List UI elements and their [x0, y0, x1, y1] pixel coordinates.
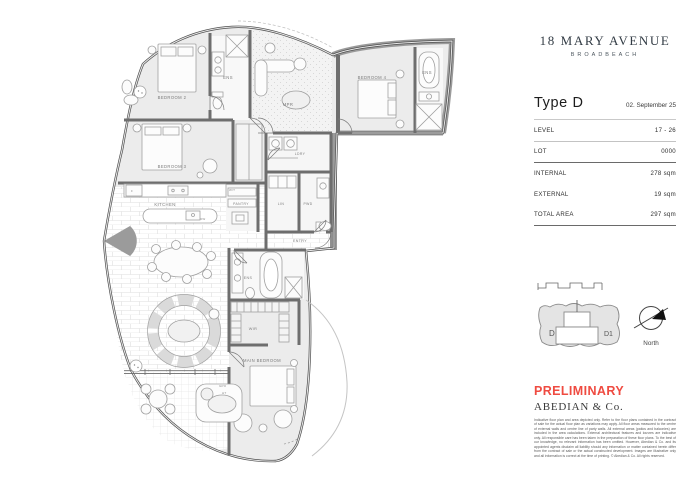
row-label: LOT: [534, 148, 547, 156]
brand-header: [532, 33, 678, 58]
room-label-main-bedroom: MAIN BEDROOM: [242, 358, 282, 363]
row-value: 19 sqm: [654, 190, 676, 198]
table-row: [534, 120, 676, 142]
info-panel: [532, 0, 678, 479]
unit-info-table: [534, 95, 676, 226]
unit-type: Type D: [534, 95, 584, 111]
preliminary-badge: PRELIMINARY: [534, 384, 625, 398]
row-label: LEVEL: [534, 126, 555, 134]
table-row: [534, 142, 676, 164]
disclaimer-text: Indicative floor plan and area depicted only. Refer to the floor plans contained in the contract of sale for the actual floor plan as variations may apply. All floor areas measured to the centre of external walls and centre line of party walls. All external areas (patios and balconies) are included in the area calculations. External architectural features and louvres are indicative only. All responsible care has been taken in the preparation of these floor plans. To the best of our knowledge, no relevant information has been omitted. However, Abedian & Co. and its appointed agents disclaim all liability should any information or matter contained herein differ from the contract of sale or the actual constructed development. Images are illustrative only and all information is correct at the time of printing. © Abedian & Co. All rights reserved.: [534, 418, 676, 458]
fixture-label-dishwasher: DW: [200, 217, 206, 221]
key-plan: [534, 276, 678, 368]
fixture-label-wt: W/T: [229, 188, 236, 192]
table-row: [534, 204, 676, 226]
north-label: North: [643, 340, 659, 347]
fixture-label-gpo: GPO: [219, 384, 227, 388]
type-row: [534, 95, 676, 120]
room-label-bedroom-3: BEDROOM 3: [157, 164, 187, 169]
room-label-ens-2: ENS: [223, 75, 233, 80]
key-plan-unit-d-label: D: [549, 329, 555, 338]
scale-bar-icon: [537, 278, 607, 292]
room-label-mpr: MPR: [282, 102, 294, 107]
row-label: INTERNAL: [534, 169, 567, 177]
row-value: 297 sqm: [650, 211, 676, 219]
room-label-lin: LIN: [277, 202, 285, 206]
room-label-main-ens: ENS: [243, 276, 253, 280]
fixture-label-fridge: F: [131, 189, 134, 193]
project-subtitle: BROADBEACH: [570, 52, 640, 58]
north-arrow-icon: [631, 300, 671, 334]
developer-logo: ABEDIAN & Co.: [534, 401, 624, 413]
table-row: [534, 163, 676, 184]
room-label-ens-4: ENS: [422, 70, 432, 75]
room-label-ldry: LDRY: [294, 152, 306, 156]
row-value: 17 - 26: [654, 126, 676, 134]
north-indicator: [631, 300, 671, 347]
room-label-kitchen: KITCHEN: [154, 202, 176, 207]
room-label-bedroom-4: BEDROOM 4: [357, 75, 387, 80]
row-value: 278 sqm: [650, 169, 676, 177]
row-label: TOTAL AREA: [534, 211, 574, 219]
room-label-pantry: PANTRY: [233, 202, 249, 206]
room-label-pwd: PWD: [303, 202, 313, 206]
row-label: EXTERNAL: [534, 190, 569, 198]
room-label-entry: ENTRY: [292, 239, 308, 243]
key-plan-diagram: [534, 292, 626, 358]
room-label-bedroom-2: BEDROOM 2: [157, 95, 187, 100]
project-title: 18 MARY AVENUE: [539, 33, 671, 48]
key-plan-unit-d1-label: D1: [604, 331, 613, 338]
row-value: 0000: [661, 148, 676, 156]
plan-date: 02. September 25: [625, 102, 676, 109]
fixture-label-ht: HT: [222, 391, 227, 395]
table-row: [534, 184, 676, 205]
room-label-wir: WIR: [248, 327, 258, 331]
